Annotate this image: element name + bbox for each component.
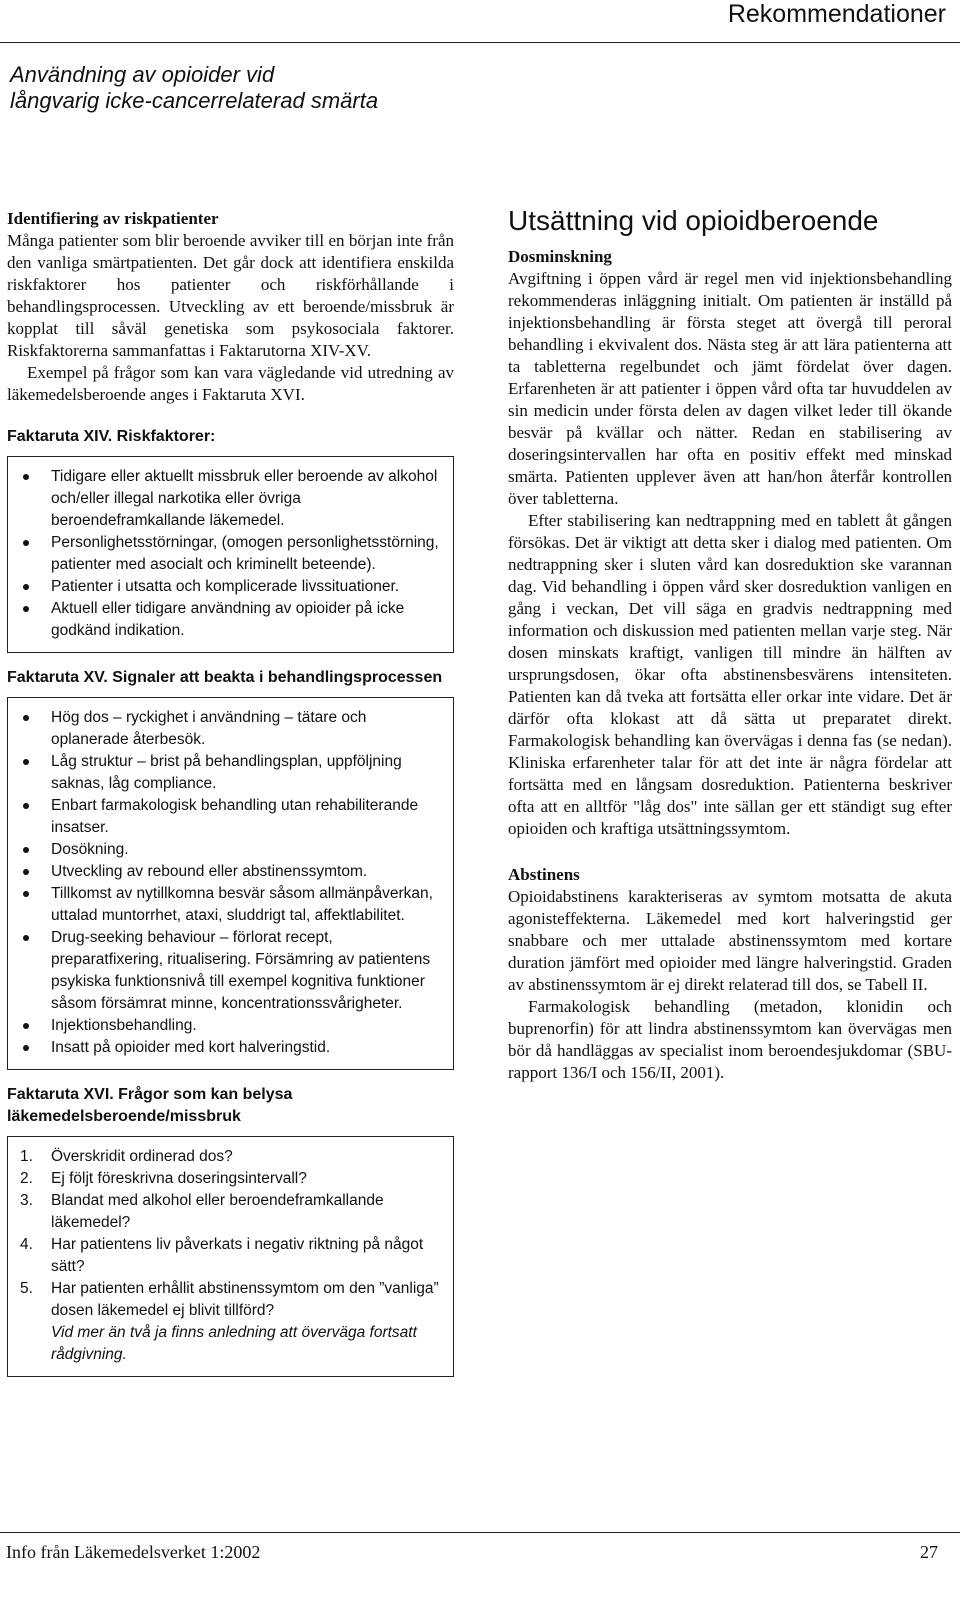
dose-reduction-paragraph-2: Efter stabilisering kan nedtrappning med en tablett åt gången försökas. Det är viktigt att detta sker i dialog med patienten. Om nedtrappning sker i sluten vård kan dosreduktion ske varannan dag. Vid behandling i öppen vård sker dosreduktion vanligen en gång i veckan, Det vill säga en gradvis nedtrappning med information och diskussion med patienten mellan varje steg. När dosen minskats kraftigt, vanligen till mindre än hälften av ursprungsdosen, ökar ofta abstinensbesvärens intensiteten. Patienten kan då tveka att fortsätta eller orkar inte vidare. Det är därför ofta klokast att då sätta ut preparatet direkt. Farmakologisk behandling kan övervägas i denna fas (se nedan). Kliniska erfarenheter talar för att det inte är några fördelar att fortsätta med en långsam dosreduktion. Patienterna beskriver ofta att en alltför "låg dos" inte sällan ger ett ständigt sug efter opioiden och kraftiga utsättningssymtom. — [508, 511, 952, 838]
question-note-text: Vid mer än två ja finns anledning att överväga fortsatt rådgivning. — [51, 1324, 417, 1363]
signal-item: Låg struktur – brist på behandlingsplan, uppföljning saknas, låg compliance. — [20, 751, 441, 795]
signal-item: Dosökning. — [20, 839, 441, 861]
fact-box-15-title: Faktaruta XV. Signaler att beakta i behandlingsprocessen — [7, 669, 443, 686]
identification-paragraph-2: Exempel på frågor som kan vara vägledande vid utredning av läkemedelsberoende anges i Faktaruta XVI. — [7, 363, 454, 404]
dose-reduction-heading: Dosminskning — [508, 247, 612, 266]
identification-heading: Identifiering av riskpatienter — [7, 209, 219, 228]
footer-publication: Info från Läkemedelsverket 1:2002 — [6, 1542, 261, 1562]
fact-box-15 — [7, 697, 454, 1070]
question-text: Överskridit ordinerad dos? — [51, 1148, 233, 1165]
signal-item: Enbart farmakologisk behandling utan rehabiliterande insatser. — [20, 795, 441, 839]
abstinence-paragraph-2: Farmakologisk behandling (metadon, klonidin och buprenorfin) för att lindra abstinenssymtom kan övervägas men bör då handläggas av specialist inom beroendesjukdomar (SBU-rapport 136/I och 156/II, 2001). — [508, 997, 952, 1082]
question-text: Har patientens liv påverkats i negativ riktning på något sätt? — [51, 1236, 424, 1275]
identification-paragraph: Många patienter som blir beroende avviker till en början inte från den vanliga smärtpatienten. Det går dock att identifiera enskilda riskfaktorer hos patienter och riskförhållande i behandlingsprocessen. Utveckling av ett beroende/missbruk är kopplat till såväl genetiska som psykosociala faktorer. Riskfaktorerna sammanfattas i Faktarutorna XIV-XV. — [7, 231, 454, 360]
right-column — [508, 204, 952, 1084]
fact-box-16-title: Faktaruta XVI. Frågor som kan belysa läkemedelsberoende/missbruk — [7, 1086, 293, 1125]
header-divider — [0, 42, 960, 43]
question-item — [20, 1168, 441, 1190]
signal-item: Injektionsbehandling. — [20, 1015, 441, 1037]
abstinence-heading: Abstinens — [508, 865, 580, 884]
question-text: Har patienten erhållit abstinenssymtom om den ”vanliga” dosen läkemedel ej blivit tillförd? — [51, 1280, 439, 1319]
withdrawal-heading: Utsättning vid opioidberoende — [508, 205, 879, 236]
risk-factor-item: Patienter i utsatta och komplicerade livssituationer. — [20, 576, 441, 598]
page-number: 27 — [920, 1542, 938, 1562]
left-column — [7, 208, 454, 1377]
page-title-line-2: långvarig icke-cancerrelaterad smärta — [10, 88, 379, 113]
risk-factor-item: Aktuell eller tidigare användning av opioider på icke godkänd indikation. — [20, 598, 441, 642]
section-label: Rekommendationer — [727, 0, 946, 28]
signal-item: Tillkomst av nytillkomna besvär såsom allmänpåverkan, uttalad muntorrhet, ataxi, sluddrigt tal, affektlabilitet. — [20, 883, 441, 927]
question-item — [20, 1146, 441, 1168]
question-number: 3. — [20, 1192, 33, 1209]
risk-factor-item: Personlighetsstörningar, (omogen personlighetsstörning, patienter med asocialt och kriminellt beteende). — [20, 532, 441, 576]
question-text: Blandat med alkohol eller beroendeframkallande läkemedel? — [51, 1192, 384, 1231]
risk-factor-item: Tidigare eller aktuellt missbruk eller beroende av alkohol och/eller illegal narkotika eller övriga beroendeframkallande läkemedel. — [20, 466, 441, 532]
page-title — [10, 62, 378, 114]
abstinence-paragraph-1: Opioidabstinens karakteriseras av symtom motsatta de akuta agonisteffekterna. Läkemedel med kort halveringstid ger snabbare och mer uttalade abstinenssymtom med kortare duration jämfört med opioider med längre halveringstid. Graden av abstinenssymtom är ej direkt relaterad till dos, se Tabell II. — [508, 887, 952, 994]
signal-item: Drug-seeking behaviour – förlorat recept, preparatfixering, ritualisering. Försämring av patientens psykiska funktionsnivå till exempel kognitiva funktioner såsom försämrat minne, koncentrationssvårigheter. — [20, 927, 441, 1015]
question-item — [20, 1234, 441, 1278]
question-number: 2. — [20, 1170, 33, 1187]
page-title-line-1: Användning av opioider vid — [10, 62, 275, 87]
signal-item: Utveckling av rebound eller abstinenssymtom. — [20, 861, 441, 883]
fact-box-14 — [7, 456, 454, 653]
fact-box-14-title: Faktaruta XIV. Riskfaktorer: — [7, 428, 216, 445]
section-gap — [508, 840, 952, 864]
question-text: Ej följt föreskrivna doseringsintervall? — [51, 1170, 307, 1187]
question-note — [20, 1322, 441, 1366]
fact-box-16 — [7, 1136, 454, 1377]
question-number: 1. — [20, 1148, 33, 1165]
signal-item: Insatt på opioider med kort halveringstid. — [20, 1037, 441, 1059]
signal-item: Hög dos – ryckighet i användning – tätare och oplanerade återbesök. — [20, 707, 441, 751]
dose-reduction-paragraph-1: Avgiftning i öppen vård är regel men vid injektionsbehandling rekommenderas inläggning initialt. Om patienten är inställd på injektionsbehandling är första steget att övergå till peroral behandling i ekvivalent dos. Nästa steg är att lära patienterna att ta tabletterna regelbundet och jämt fördelat över dagen. Erfarenheten är att patienter i öppen vård ofta tar huvuddelen av sin medicin under första delen av dagen vilket leder till ökande besvär på kvällar och nätter. Redan en stabilisering av doseringsintervallen har ofta en positiv effekt med minskad smärta. Patienten upplever även att han/hon återfår kontrollen över tabletterna. — [508, 269, 952, 508]
question-item — [20, 1278, 441, 1322]
footer-divider — [0, 1532, 960, 1533]
question-item — [20, 1190, 441, 1234]
question-number: 4. — [20, 1236, 33, 1253]
question-number: 5. — [20, 1280, 33, 1297]
